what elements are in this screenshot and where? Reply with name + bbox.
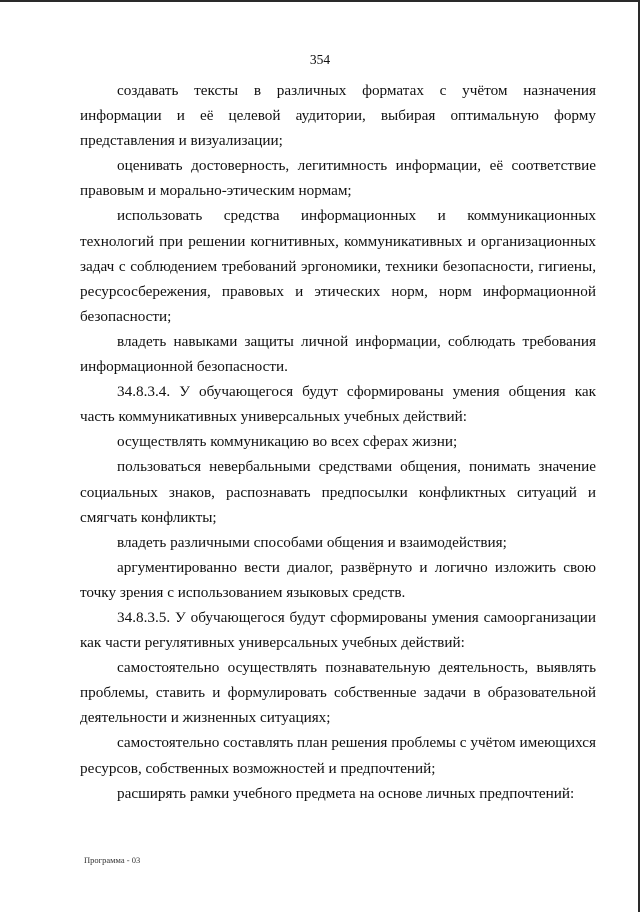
paragraph: использовать средства информационных и коммуникационных технологий при решении когнитивных, коммуникативных и организационных задач с соблюдением требований эргономики, техники безопасности, гигиены, ресурсосбережения, правовых и этических норм, норм информационной безопасности; xyxy=(80,207,596,325)
paragraph: создавать тексты в различных форматах с учётом назначения информации и её целевой аудитории, выбирая оптимальную форму представления и визуализации; xyxy=(80,82,596,150)
paragraph: владеть навыками защиты личной информации, соблюдать требования информационной безопасности. xyxy=(80,332,596,376)
footer-label: Программа - 03 xyxy=(84,855,141,865)
paragraph: самостоятельно составлять план решения проблемы с учётом имеющихся ресурсов, собственных возможностей и предпочтений; xyxy=(80,734,596,777)
paragraph: оценивать достоверность, легитимность информации, её соответствие правовым и морально-этическим нормам; xyxy=(80,157,596,200)
paragraph: пользоваться невербальными средствами общения, понимать значение социальных знаков, распознавать предпосылки конфликтных ситуаций и смягчать конфликты; xyxy=(80,458,596,526)
paragraph: 34.8.3.5. У обучающегося будут сформированы умения самоорганизации как части регулятивных универсальных учебных действий: xyxy=(80,608,596,652)
paragraph: осуществлять коммуникацию во всех сферах жизни; xyxy=(117,433,458,451)
paragraph: аргументированно вести диалог, развёрнуто и логично изложить свою точку зрения с использованием языковых средств. xyxy=(80,558,596,601)
paragraph: 34.8.3.4. У обучающегося будут сформированы умения общения как часть коммуникативных универсальных учебных действий: xyxy=(80,383,596,426)
scan-edge-top xyxy=(0,0,640,2)
document-body xyxy=(80,78,596,806)
paragraph: расширять рамки учебного предмета на основе личных предпочтений: xyxy=(117,784,575,802)
paragraph: самостоятельно осуществлять познавательную деятельность, выявлять проблемы, ставить и формулировать собственные задачи в образовательной деятельности и жизненных ситуациях; xyxy=(80,659,596,727)
paragraph: владеть различными способами общения и взаимодействия; xyxy=(117,533,507,551)
page-number: 354 xyxy=(309,52,331,67)
